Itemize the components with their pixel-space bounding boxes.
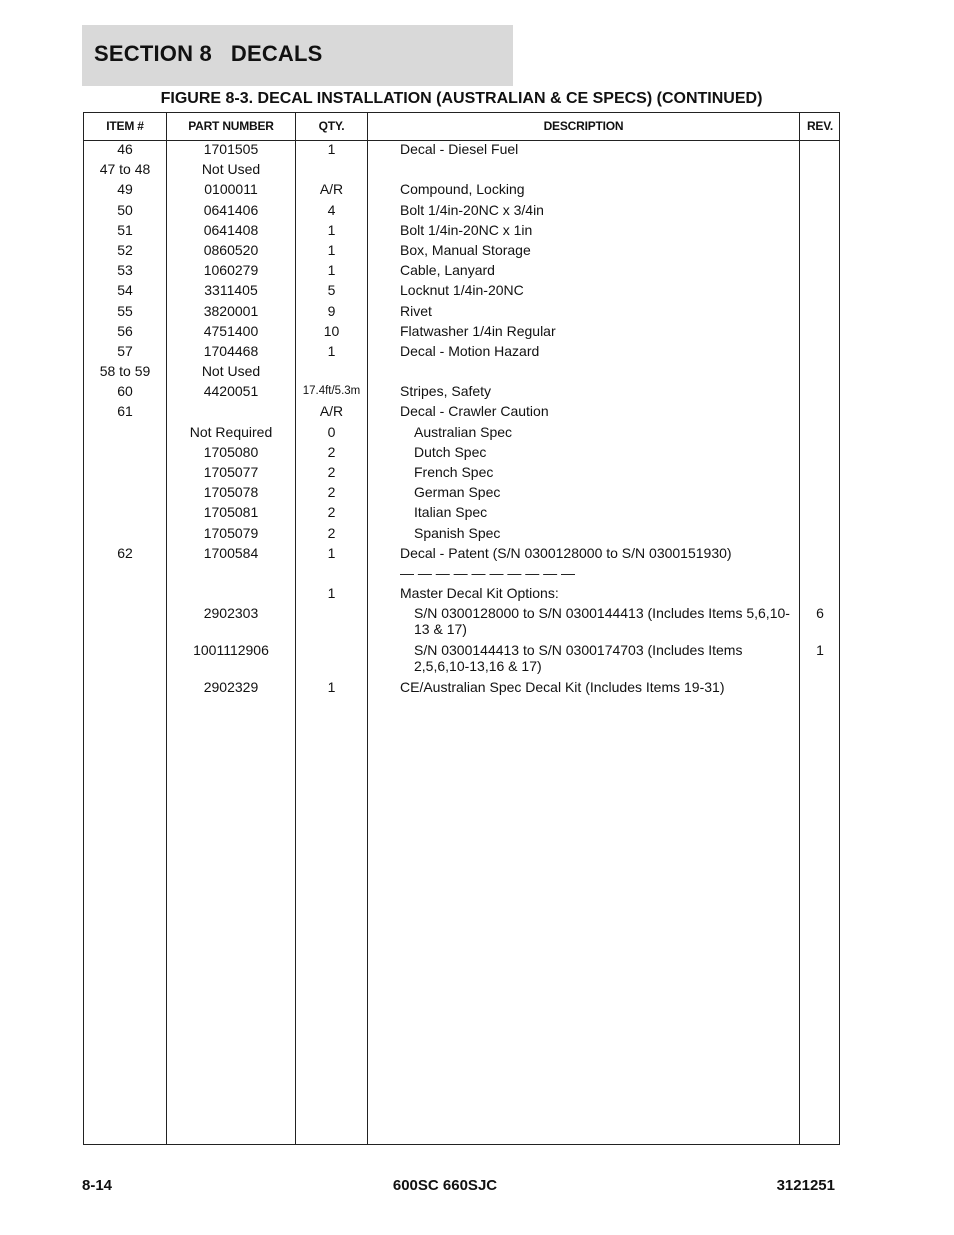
qty-cell: 1 (327, 585, 336, 602)
qty-cell: 0 (327, 423, 336, 440)
qty-cell: A/R (319, 181, 344, 198)
description-cell: CE/Australian Spec Decal Kit (Includes Items 19-31) (400, 679, 725, 696)
part-number-cell: 1704468 (203, 342, 259, 359)
part-number-cell: 1701505 (203, 141, 259, 157)
item-cell: 47 to 48 (99, 161, 151, 178)
table-row (84, 141, 839, 161)
item-cell: 62 (117, 544, 133, 561)
page-number: 8-14 (82, 1177, 113, 1194)
part-number-cell: Not Required (189, 423, 273, 440)
item-cell: 53 (117, 262, 133, 279)
table-header (84, 113, 839, 141)
table-row (84, 585, 839, 605)
table-row (84, 303, 839, 323)
table-row (84, 565, 839, 585)
part-number-cell: 0641406 (203, 201, 259, 218)
section-header-bar (82, 25, 513, 86)
qty-cell: 2 (327, 524, 336, 541)
description-cell: French Spec (414, 464, 494, 480)
qty-cell: 1 (327, 262, 336, 279)
description-cell: Decal - Patent (S/N 0300128000 to S/N 0300151930) (400, 544, 732, 561)
description-cell: Bolt 1/4in-20NC x 1in (400, 221, 533, 238)
table-row (84, 343, 839, 363)
header-part-number: PART NUMBER (188, 119, 274, 133)
description-cell: Compound, Locking (400, 181, 525, 198)
part-number-cell: 1001112906 (193, 642, 269, 659)
part-number-cell: 2902329 (203, 679, 259, 696)
table-row (84, 282, 839, 302)
table-row (84, 605, 839, 642)
header-item: ITEM # (106, 119, 144, 133)
table-row (84, 504, 839, 524)
description-cell: German Spec (414, 484, 501, 501)
header-description: DESCRIPTION (543, 119, 624, 133)
table-row (84, 403, 839, 423)
qty-cell: 1 (327, 544, 336, 561)
description-cell: Bolt 1/4in-20NC x 3/4in (400, 201, 544, 218)
part-number-cell: 1705078 (203, 484, 259, 501)
qty-cell: 1 (327, 221, 336, 238)
part-number-cell: Not Used (201, 363, 261, 380)
part-number-cell: 0641408 (203, 221, 259, 238)
table-body (84, 141, 839, 699)
description-cell: Italian Spec (414, 504, 488, 521)
part-number-cell: 0860520 (203, 241, 259, 258)
description-cell: Dutch Spec (414, 443, 487, 460)
part-number-cell: 1705080 (203, 443, 259, 460)
table-row (84, 383, 839, 403)
part-number-cell: 2902303 (203, 605, 259, 622)
qty-cell: 1 (327, 679, 336, 696)
part-number-cell: 4420051 (203, 383, 259, 400)
description-cell: Decal - Motion Hazard (400, 342, 540, 359)
part-number-cell: 4751400 (203, 322, 259, 339)
header-rev: REV. (806, 119, 834, 133)
description-cell: Rivet (400, 302, 432, 319)
qty-cell: 10 (323, 322, 340, 339)
table-row (84, 545, 839, 565)
part-number-cell: 1705079 (203, 524, 259, 541)
part-number-cell: 3820001 (203, 302, 259, 319)
section-title: SECTION 8 DECALS (94, 41, 323, 66)
part-number-cell: 1705081 (203, 504, 259, 521)
item-cell: 61 (117, 403, 133, 420)
qty-cell: 1 (327, 141, 336, 157)
table-row (84, 161, 839, 181)
figure-title: FIGURE 8-3. DECAL INSTALLATION (AUSTRALIAN & CE SPECS) (CONTINUED) (160, 90, 763, 107)
item-cell: 54 (117, 282, 133, 299)
parts-table (83, 112, 840, 1145)
item-cell: 49 (117, 181, 133, 198)
item-cell: 57 (117, 342, 133, 359)
item-cell: 52 (117, 241, 133, 258)
description-cell: Master Decal Kit Options: (400, 585, 559, 602)
rev-cell: 1 (816, 642, 824, 659)
table-row (84, 323, 839, 343)
description-cell: Flatwasher 1/4in Regular (400, 322, 556, 339)
qty-cell: 2 (327, 464, 336, 480)
table-row (84, 525, 839, 545)
description-cell: Stripes, Safety (400, 383, 492, 400)
table-row (84, 424, 839, 444)
table-row (84, 181, 839, 201)
description-cell: Decal - Diesel Fuel (400, 141, 519, 157)
table-row (84, 642, 839, 679)
qty-cell: A/R (319, 403, 344, 420)
table-row (84, 679, 839, 699)
table-row (84, 202, 839, 222)
description-cell: Cable, Lanyard (400, 262, 495, 279)
item-cell: 58 to 59 (99, 363, 151, 380)
item-cell: 51 (117, 221, 133, 238)
qty-cell: 4 (327, 201, 336, 218)
description-cell: Decal - Crawler Caution (400, 403, 549, 420)
table-row (84, 444, 839, 464)
rev-cell: 6 (816, 605, 824, 622)
description-cell: S/N 0300144413 to S/N 0300174703 (Includes Items 2,5,6,10-13,16 & 17) (414, 642, 743, 675)
qty-cell: 2 (327, 484, 336, 501)
qty-cell: 2 (327, 504, 336, 521)
qty-cell: 5 (327, 282, 336, 299)
table-row (84, 262, 839, 282)
description-cell: Spanish Spec (414, 524, 501, 541)
item-cell: 46 (117, 141, 133, 157)
description-cell: Australian Spec (414, 423, 513, 440)
header-qty: QTY. (318, 119, 345, 133)
table-row (84, 363, 839, 383)
part-number-cell: 1060279 (203, 262, 259, 279)
qty-cell: 2 (327, 443, 336, 460)
model-number: 600SC 660SJC (392, 1177, 498, 1194)
document-number: 3121251 (776, 1177, 835, 1194)
table-row (84, 222, 839, 242)
part-number-cell: Not Used (201, 161, 261, 178)
part-number-cell: 1705077 (203, 464, 259, 480)
qty-cell: 9 (327, 302, 336, 319)
item-cell: 55 (117, 302, 133, 319)
description-cell: Locknut 1/4in-20NC (400, 282, 524, 299)
qty-cell: 1 (327, 241, 336, 258)
part-number-cell: 0100011 (204, 181, 258, 198)
table-row (84, 464, 839, 484)
table-row (84, 242, 839, 262)
description-cell: S/N 0300128000 to S/N 0300144413 (Includes Items 5,6,10-13 & 17) (414, 605, 790, 638)
part-number-cell: 3311405 (204, 282, 258, 299)
table-row (84, 484, 839, 504)
item-cell: 60 (117, 383, 133, 400)
description-cell: — — — — — — — — — — (400, 564, 576, 581)
part-number-cell: 1700584 (203, 544, 259, 561)
description-cell: Box, Manual Storage (400, 241, 531, 258)
qty-cell: 17.4ft/5.3m (302, 385, 361, 398)
item-cell: 56 (117, 322, 133, 339)
qty-cell: 1 (327, 342, 336, 359)
item-cell: 50 (117, 201, 133, 218)
